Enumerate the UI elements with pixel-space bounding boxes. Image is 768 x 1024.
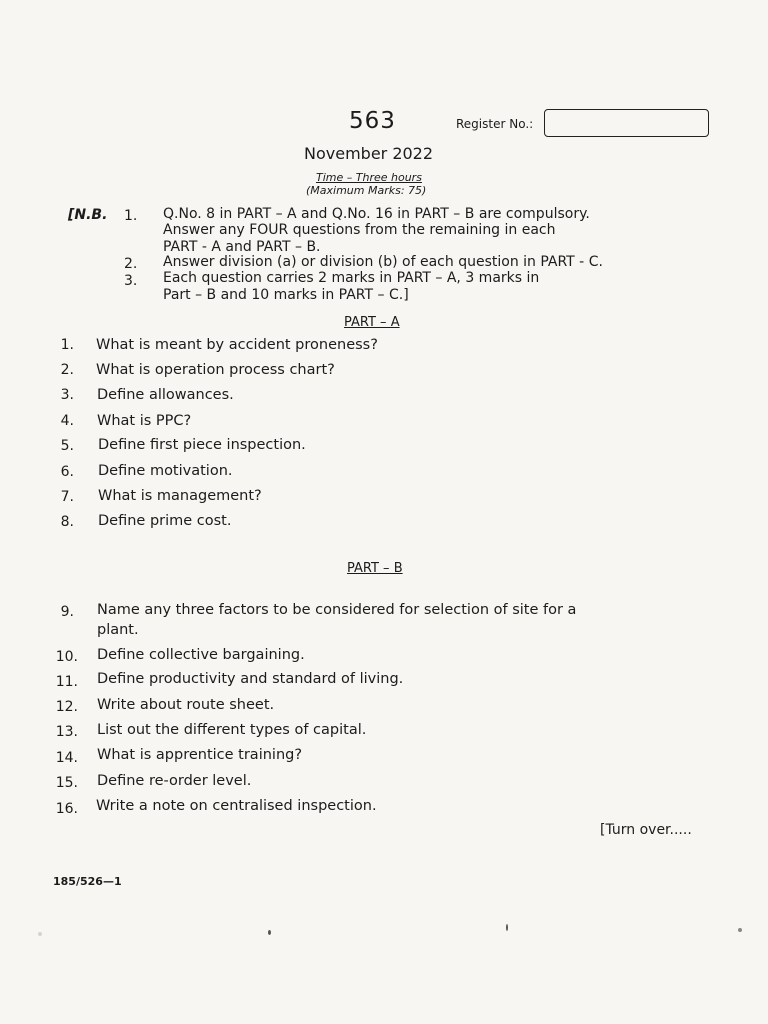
question-number: 1. — [60, 337, 74, 353]
question-text: Define allowances. — [97, 387, 234, 403]
question-text: Define motivation. — [98, 463, 233, 479]
instruction-line: Each question carries 2 marks in PART – A, 3 marks in — [163, 270, 540, 286]
footer-code: 185/526—1 — [53, 875, 122, 888]
question-text: List out the different types of capital. — [97, 722, 367, 738]
question-text: Write a note on centralised inspection. — [96, 798, 377, 814]
instruction-line: Answer any FOUR questions from the remaining in each — [163, 222, 556, 238]
scan-speck — [506, 924, 508, 931]
question-text: Define prime cost. — [98, 513, 232, 529]
question-number: 15. — [55, 775, 78, 791]
question-number: 14. — [55, 750, 78, 766]
instruction-line: Q.No. 8 in PART – A and Q.No. 16 in PART – B are compulsory. — [163, 206, 590, 222]
paper-code: 563 — [349, 108, 396, 134]
question-text: What is meant by accident proneness? — [96, 337, 378, 353]
instruction-number: 2. — [124, 256, 138, 272]
part-a-title: PART – A — [344, 315, 400, 330]
question-number: 8. — [60, 514, 74, 530]
question-text: Define productivity and standard of living. — [97, 671, 404, 687]
question-text: What is apprentice training? — [97, 747, 303, 763]
question-text: Define first piece inspection. — [98, 437, 306, 453]
question-text: Define re-order level. — [97, 773, 252, 789]
question-text: Name any three factors to be considered for selection of site for a — [97, 602, 577, 618]
scan-speck — [738, 928, 742, 932]
instruction-line: PART - A and PART – B. — [163, 239, 321, 255]
question-number: 9. — [60, 604, 74, 620]
scan-speck — [38, 932, 42, 936]
question-number: 12. — [55, 699, 78, 715]
question-number: 10. — [55, 649, 78, 665]
question-text: Write about route sheet. — [97, 697, 275, 713]
instruction-line: Answer division (a) or division (b) of each question in PART - C. — [163, 254, 603, 270]
question-number: 7. — [60, 489, 74, 505]
question-number: 13. — [55, 724, 78, 740]
question-text: Define collective bargaining. — [97, 647, 305, 663]
question-number: 2. — [60, 362, 74, 378]
turn-over-note: [Turn over..... — [600, 822, 692, 838]
register-label: Register No.: — [456, 117, 534, 131]
question-text: plant. — [97, 622, 139, 638]
part-b-title: PART – B — [347, 561, 403, 576]
question-number: 3. — [60, 387, 74, 403]
instruction-line: Part – B and 10 marks in PART – C.] — [163, 287, 409, 303]
instruction-number: 3. — [124, 273, 138, 289]
max-marks: (Maximum Marks: 75) — [306, 184, 427, 197]
exam-month: November 2022 — [304, 144, 434, 163]
question-number: 16. — [55, 801, 78, 817]
question-text: What is operation process chart? — [96, 362, 335, 378]
question-number: 4. — [60, 413, 74, 429]
scan-speck — [268, 930, 271, 935]
nb-prefix: [N.B. — [68, 207, 108, 223]
register-number-box — [544, 109, 709, 137]
question-text: What is management? — [98, 488, 262, 504]
instruction-number: 1. — [124, 208, 138, 224]
question-text: What is PPC? — [97, 413, 192, 429]
question-number: 5. — [60, 438, 74, 454]
question-number: 11. — [55, 674, 78, 690]
question-number: 6. — [60, 464, 74, 480]
exam-time: Time – Three hours — [316, 171, 422, 184]
